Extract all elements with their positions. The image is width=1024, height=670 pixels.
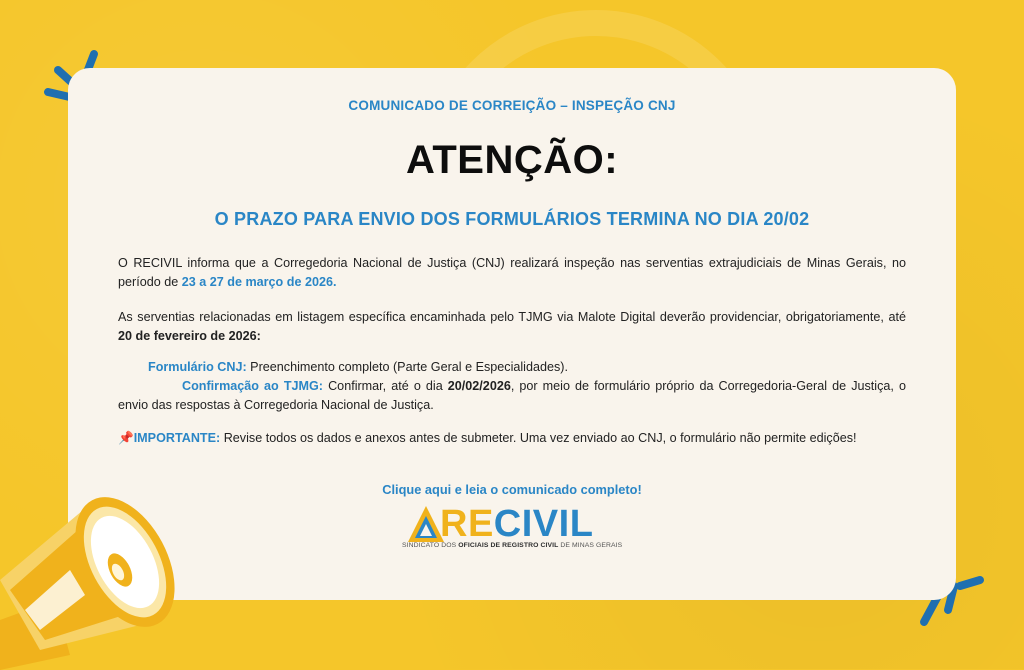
item-formulario-cnj-text: Preenchimento completo (Parte Geral e Especialidades). — [246, 360, 568, 374]
paragraph-important — [118, 429, 906, 448]
item-confirmacao-tjmg-date: 20/02/2026 — [447, 379, 511, 393]
paragraph-deadline-text: As serventias relacionadas em listagem específica encaminhada pelo TJMG via Malote Digital deverão providenciar, obrigatoriamente, até — [118, 310, 906, 324]
logo-word-re: RE — [440, 503, 494, 545]
important-label: IMPORTANTE: — [133, 431, 221, 445]
paragraph-inspection-text: O RECIVIL informa que a Corregedoria Nacional de Justiça (CNJ) realizará inspeção nas serventias extrajudiciais de Minas Gerais, no período de — [118, 256, 906, 289]
read-full-notice-link[interactable]: Clique aqui e leia o comunicado completo! — [382, 482, 642, 497]
logo-word-civil: CIVIL — [493, 503, 594, 545]
logo-tagline — [402, 542, 624, 549]
important-text: Revise todos os dados e anexos antes de submeter. Uma vez enviado ao CNJ, o formulário não permite edições! — [220, 431, 857, 445]
item-confirmacao-tjmg-label: Confirmação ao TJMG: — [182, 379, 324, 393]
inspection-period: 23 a 27 de março de 2026. — [181, 275, 337, 289]
logo-wordmark — [440, 504, 593, 544]
recivil-logo — [402, 503, 623, 554]
item-confirmacao-tjmg-text-after: , por meio de formulário próprio da Corregedoria-Geral de Justiça, o envio das respostas à Corregedoria Nacional de Justiça. — [118, 379, 906, 412]
headline: ATENÇÃO: — [405, 138, 619, 182]
logo-tagline-a: SINDICATO DOS — [402, 542, 459, 549]
kicker-title: COMUNICADO DE CORREIÇÃO – INSPEÇÃO CNJ — [348, 98, 676, 113]
subheadline: O PRAZO PARA ENVIO DOS FORMULÁRIOS TERMINA NO DIA 20/02 — [214, 209, 810, 229]
item-formulario-cnj-label: Formulário CNJ: — [148, 360, 247, 374]
paragraph-deadline — [118, 308, 906, 346]
pin-icon: 📌 — [118, 431, 134, 445]
logo-tagline-c: DE MINAS GERAIS — [558, 542, 623, 549]
paragraph-inspection — [118, 254, 906, 292]
deadline-date: 20 de fevereiro de 2026: — [118, 329, 261, 343]
item-confirmacao-tjmg-text-before: Confirmar, até o dia — [323, 379, 448, 393]
item-formulario-cnj — [118, 358, 936, 377]
megaphone-icon — [0, 470, 210, 670]
logo-tagline-b: OFICIAIS DE REGISTRO CIVIL — [458, 542, 559, 549]
item-confirmacao-tjmg — [118, 377, 906, 415]
